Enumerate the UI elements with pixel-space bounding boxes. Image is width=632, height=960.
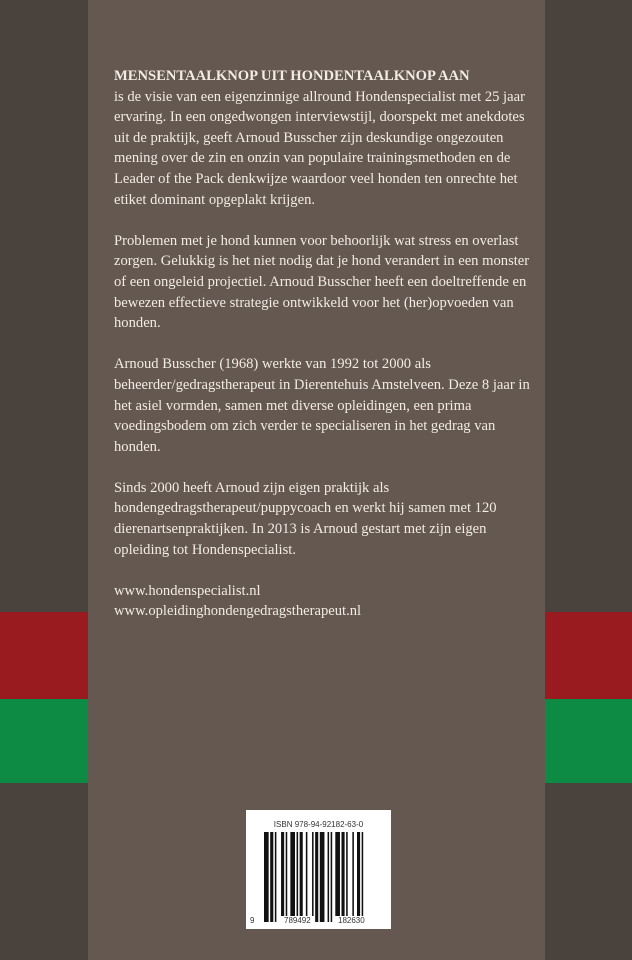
barcode-bar [352, 832, 354, 922]
paragraph-bio: Arnoud Busscher (1968) werkte van 1992 tot 2000 als beheerder/gedragstherapeut in Dierentehuis Amstelveen. Deze 8 jaar in het asiel vormden, samen met diverse opleidingen, een prima voedingsbodem om zich verder te specialiseren in het gedrag van honden. [114, 356, 530, 455]
isbn-barcode [246, 810, 391, 929]
barcode-bar [281, 832, 284, 922]
paragraph-intro: MENSENTAALKNOP UIT HONDENTAALKNOP AAN is de visie van een eigenzinnige allround Hondenspecialist met 25 jaar ervaring. In een ongedwongen interviewstijl, doorspekt met anekdotes uit de praktijk, geeft Arnoud Busscher zijn deskundige ongezouten mening over de zin en onzin van populaire trainingsmethoden en de Leader of the Pack denkwijze waardoor veel honden ten onrechte het etiket dominant opgeplakt krijgen. [114, 66, 534, 210]
barcode-bar [300, 832, 303, 922]
barcode-bar [315, 832, 318, 922]
barcode-bar [270, 832, 273, 922]
barcode-bar [331, 832, 333, 922]
barcode-bars [264, 832, 382, 922]
book-title: MENSENTAALKNOP UIT HONDENTAALKNOP AAN [114, 68, 470, 84]
barcode-bar [328, 832, 330, 922]
barcode-bar [306, 832, 308, 922]
paragraph-practice: Sinds 2000 heeft Arnoud zijn eigen praktijk als hondengedragstherapeut/puppycoach en werkt hij samen met 120 dierenartsenpraktijken. In 2013 is Arnoud gestart met zijn eigen opleiding tot Hondenspecialist. [114, 479, 497, 558]
barcode-bar [362, 832, 364, 922]
isbn-label: ISBN 978-94-92182-63-0 [273, 820, 364, 829]
website-link[interactable]: www.opleidinghondengedragstherapeut.nl [114, 603, 362, 620]
barcode-bar [320, 832, 325, 922]
paragraph-problems: Problemen met je hond kunnen voor behoorlijk wat stress en overlast zorgen. Gelukkig is het niet nodig dat je hond verandert in een monster of een ongeleid projectiel. Arnoud Busscher heeft een doeltreffende en bewezen effectieve strategie ontwikkeld voor het (her)opvoeden van honden. [114, 232, 530, 332]
barcode-bar [264, 832, 269, 922]
barcode-digit: 9 [250, 916, 255, 925]
barcode-bar [346, 832, 348, 922]
barcode-group: 182630 [334, 916, 369, 925]
barcode-bar [297, 832, 299, 922]
blurb [114, 66, 534, 622]
website-link[interactable]: www.hondenspecialist.nl [114, 582, 261, 599]
barcode-group: 789492 [280, 916, 315, 925]
barcode-bar [342, 832, 345, 922]
barcode-bar [335, 832, 340, 922]
barcode-bar [286, 832, 288, 922]
barcode-bar [312, 832, 314, 922]
barcode-bar [290, 832, 295, 922]
barcode-bar [357, 832, 360, 922]
barcode-bar [275, 832, 277, 922]
